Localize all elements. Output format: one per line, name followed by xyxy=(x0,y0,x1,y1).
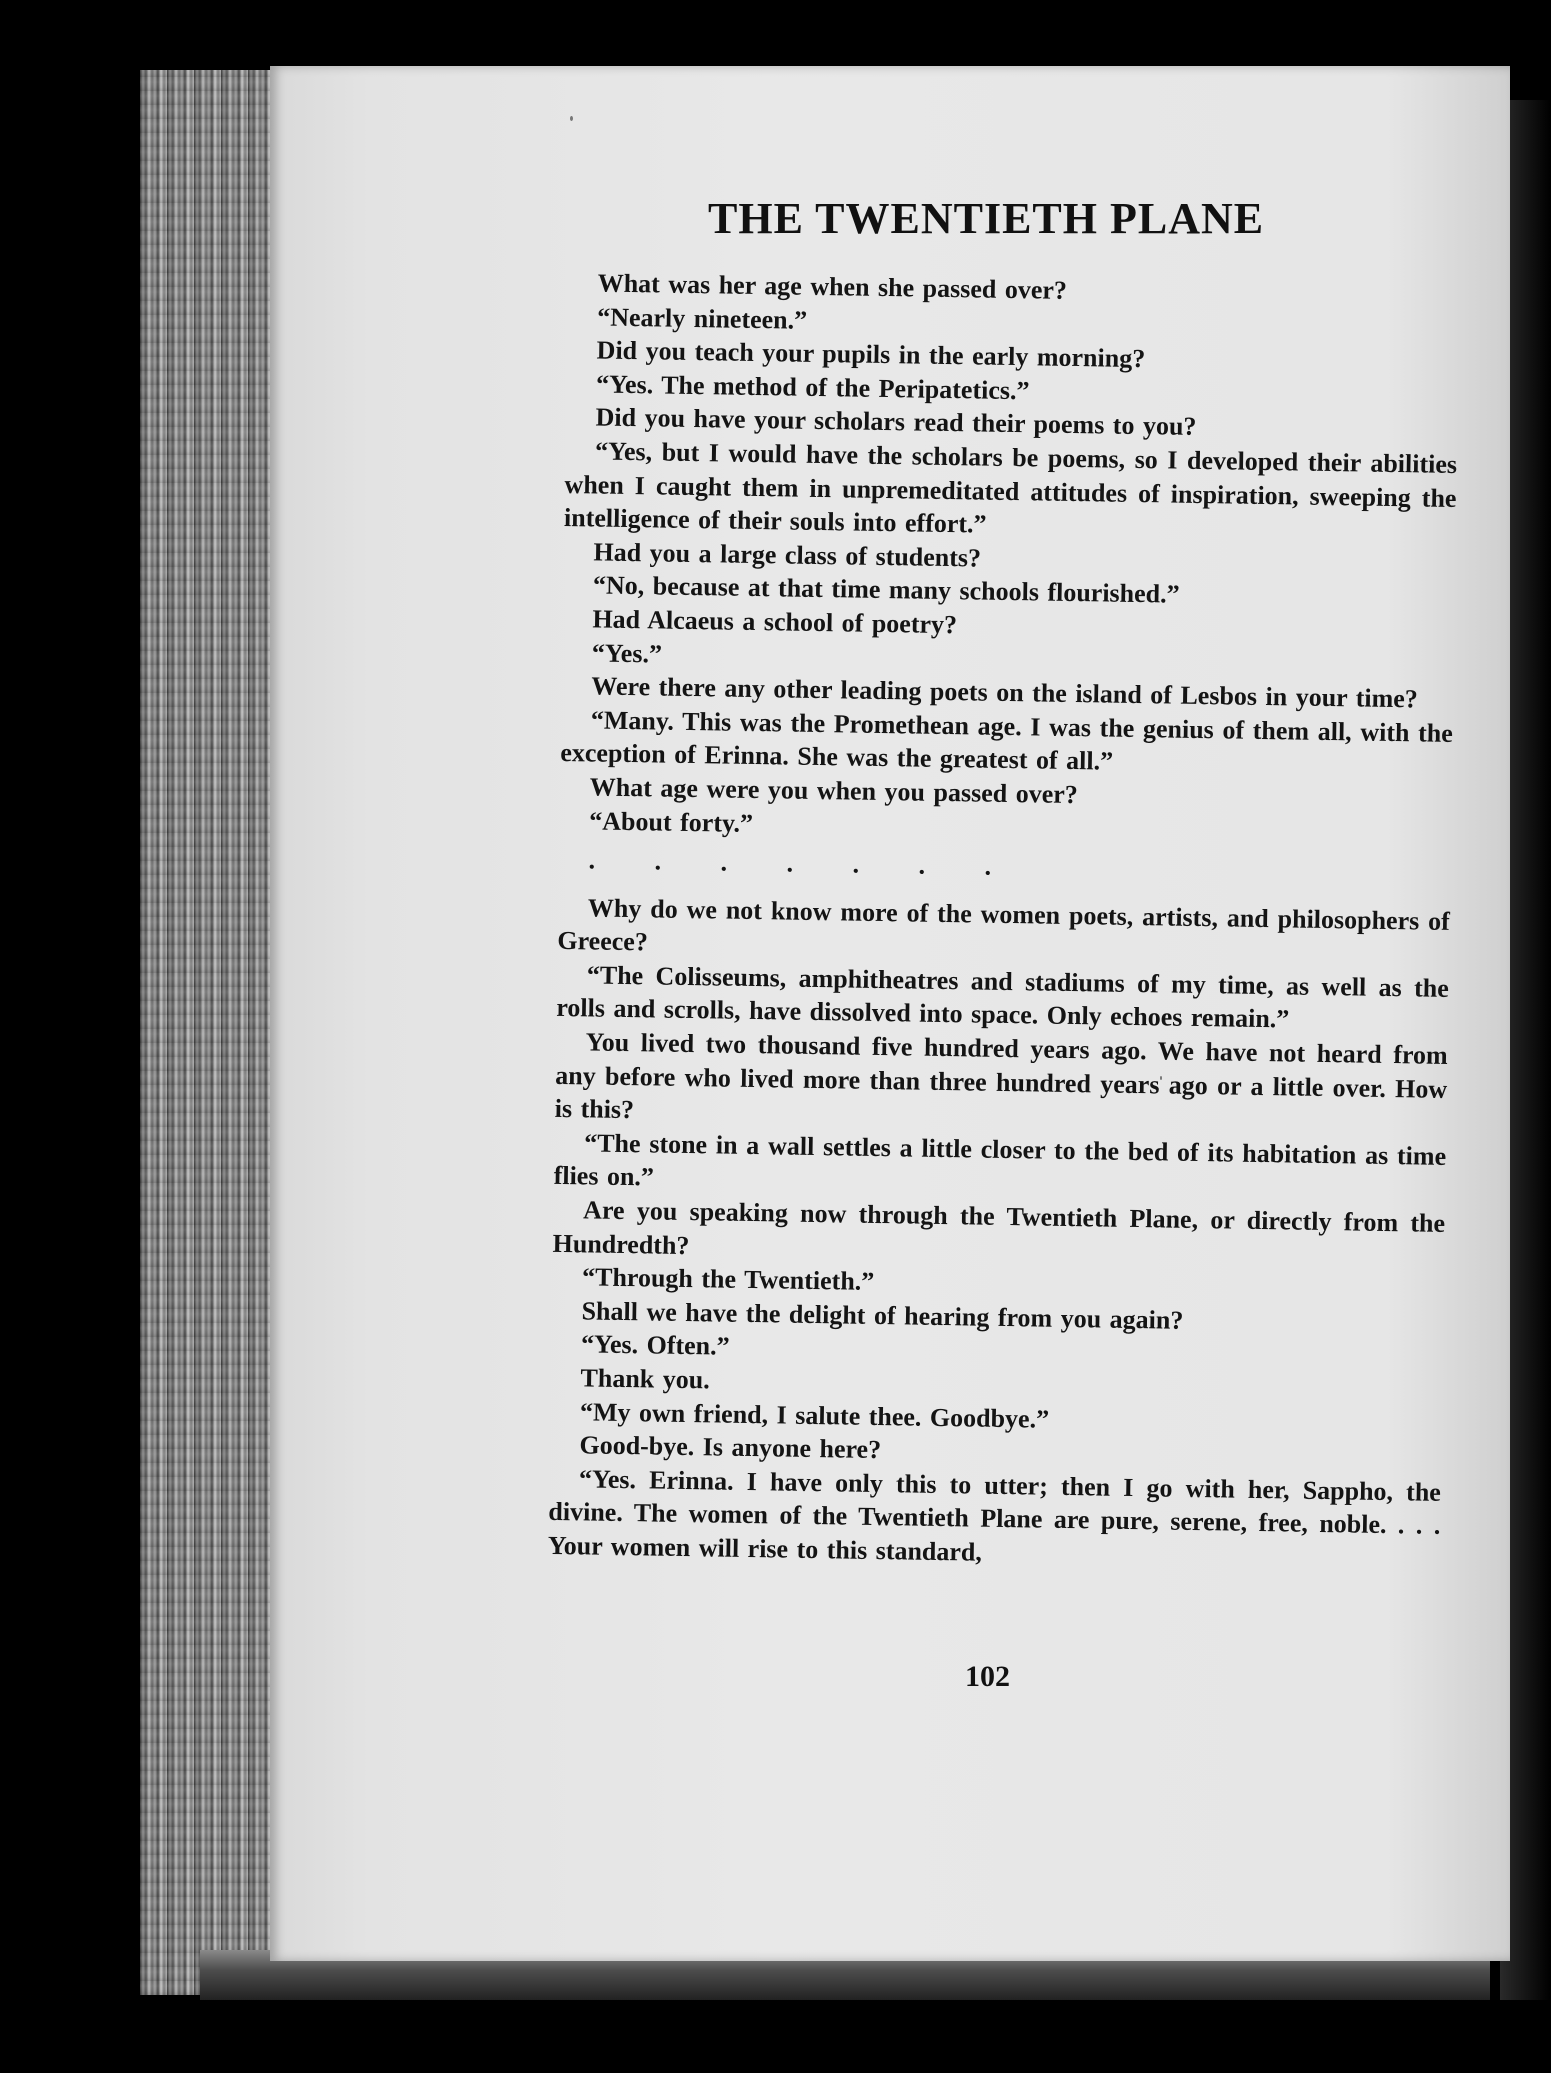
paragraph: “The Colisseums, amphitheatres and stadiums of my time, as well as the rolls and scrolls, have dissolved into space. Only echoes remain.” xyxy=(556,960,1449,1034)
paragraph: “About forty.” xyxy=(589,805,754,838)
paragraph: Are you speaking now through the Twentieth Plane, or directly from the Hundredth? xyxy=(552,1195,1446,1260)
paragraph: “Many. This was the Promethean age. I was the genius of them all, with the exception of Erinna. She was the greatest of all.” xyxy=(560,705,1453,776)
paragraph: Were there any other leading poets on the island of Lesbos in your time? xyxy=(591,671,1419,714)
page-number: 102 xyxy=(965,1660,1010,1693)
paragraph: “Yes.” xyxy=(591,637,663,669)
running-head: THE TWENTIETH PLANE xyxy=(708,194,1265,243)
paragraph: “Yes. The method of the Peripatetics.” xyxy=(595,369,1030,406)
paper-speck xyxy=(570,116,573,121)
paragraph: Good-bye. Is anyone here? xyxy=(579,1430,882,1465)
paragraph: Thank you. xyxy=(580,1363,710,1395)
paragraph: Why do we not know more of the women poets, artists, and philosophers of Greece? xyxy=(557,893,1451,957)
paragraph: “The stone in a wall settles a little closer to the bed of its habitation as time flies on.” xyxy=(553,1128,1447,1192)
body-text xyxy=(548,266,1460,1576)
book-page-edges xyxy=(140,70,290,1995)
paragraph: “Nearly nineteen.” xyxy=(596,302,808,335)
paragraph: “Yes. Erinna. I have only this to utter; then I go with her, Sappho, the divine. The women of the Twentieth Plane are pure, serene, free, noble. . . . Your women will rise to this standard, xyxy=(547,1464,1442,1567)
paragraph: Shall we have the delight of hearing from you again? xyxy=(581,1296,1184,1335)
paragraph: What was her age when she passed over? xyxy=(597,268,1068,305)
section-break-dots: . . . . . . . xyxy=(588,845,992,881)
paragraph: Had Alcaeus a school of poetry? xyxy=(592,604,958,640)
paragraph: “My own friend, I salute thee. Goodbye.” xyxy=(579,1396,1050,1434)
paragraph: What age were you when you passed over? xyxy=(589,772,1079,809)
paragraph: “Through the Twentieth.” xyxy=(581,1262,875,1297)
paragraph: “Yes. Often.” xyxy=(580,1329,730,1362)
paragraph: Did you have your scholars read their poems to you? xyxy=(595,402,1197,442)
paragraph: Had you a large class of students? xyxy=(593,537,982,573)
paragraph: “Yes, but I would have the scholars be poems, so I developed their abilities when I caught them in unpremeditated attitudes of inspiration, sweeping the intelligence of their souls into effort.” xyxy=(563,436,1458,539)
paragraph: “No, because at that time many schools flourished.” xyxy=(592,570,1180,609)
paragraph: Did you teach your pupils in the early morning? xyxy=(596,335,1146,374)
paragraph: You lived two thousand five hundred years ago. We have not heard from any before who lived more than three hundred years ago or a little over. How is this? xyxy=(554,1027,1448,1125)
